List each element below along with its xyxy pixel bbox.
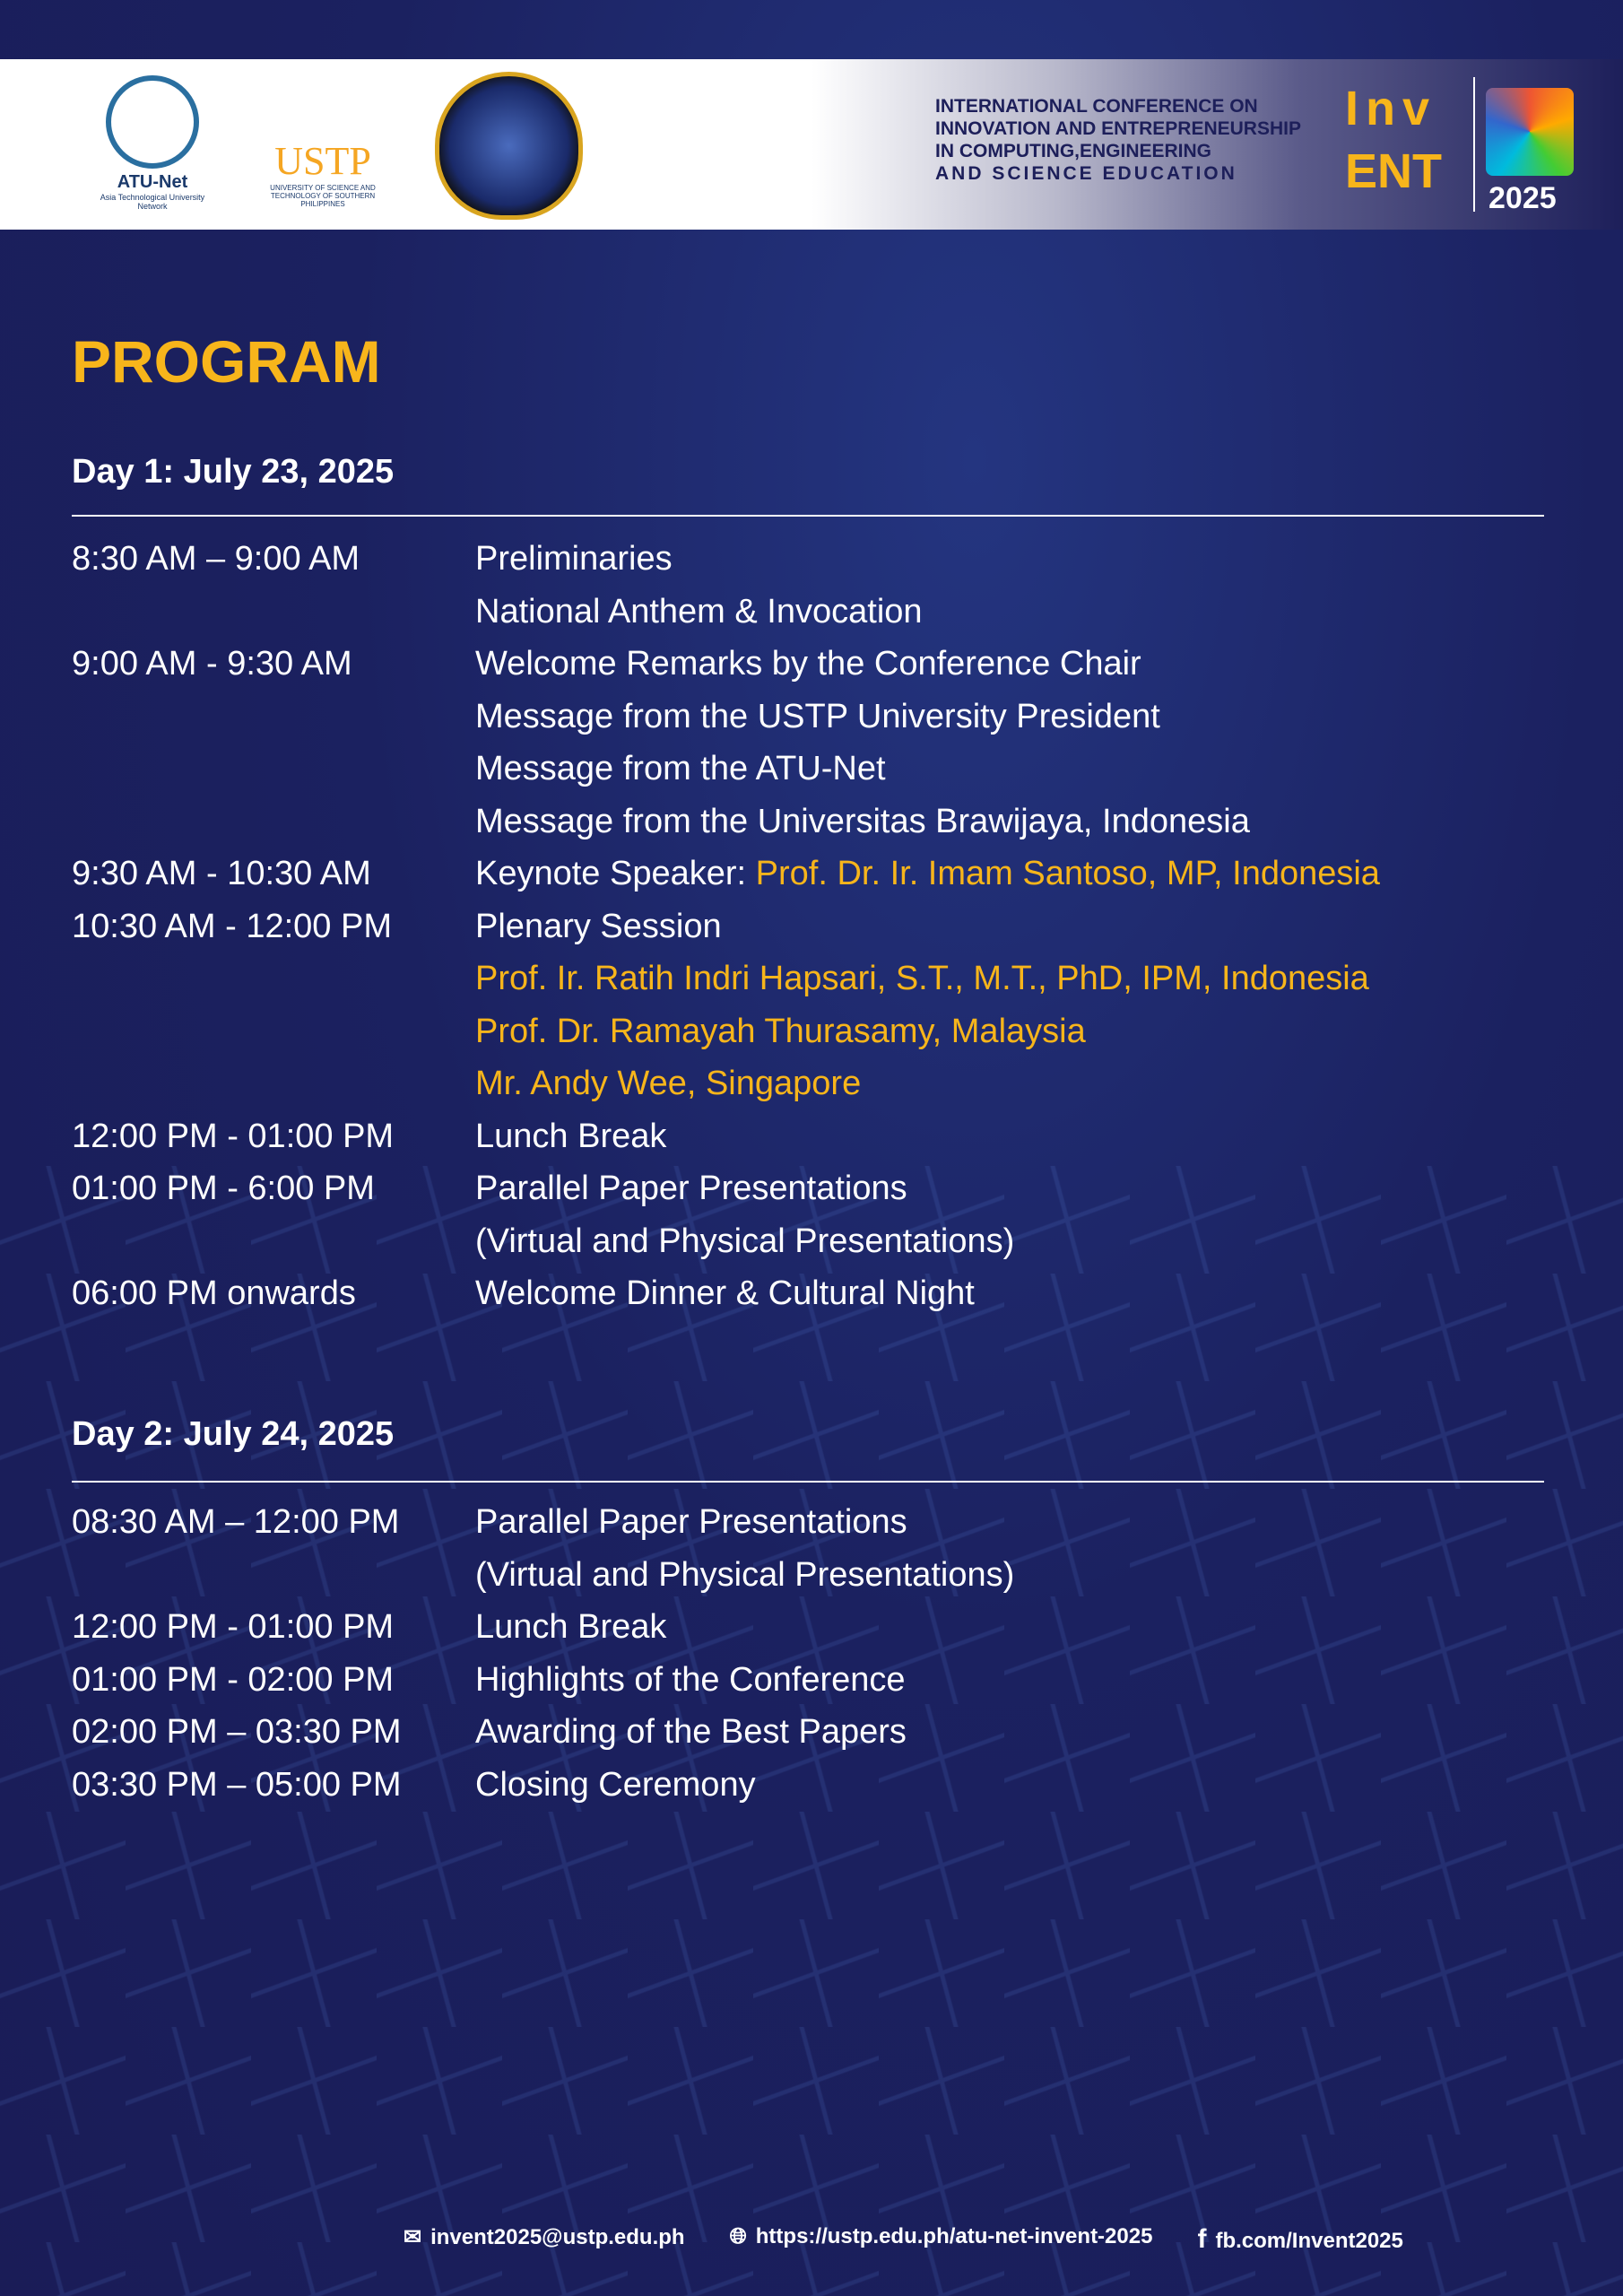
activity-text: Plenary Session bbox=[475, 907, 722, 945]
conference-line: INNOVATION AND ENTREPRENEURSHIP bbox=[935, 118, 1301, 139]
schedule-row bbox=[72, 848, 1380, 900]
website-link[interactable]: https://ustp.edu.ph/atu-net-invent-2025 bbox=[755, 2224, 1153, 2248]
speaker-name: Prof. Dr. Ir. Imam Santoso, MP, Indonesia bbox=[755, 855, 1380, 892]
schedule-row bbox=[72, 1215, 1380, 1268]
schedule-row bbox=[72, 952, 1380, 1005]
email-contact[interactable] bbox=[404, 2224, 685, 2255]
activity bbox=[475, 1549, 1014, 1602]
time-slot: 8:30 AM – 9:00 AM bbox=[72, 540, 360, 578]
time-slot bbox=[72, 691, 475, 744]
conference-title bbox=[935, 95, 1301, 185]
activity bbox=[475, 796, 1250, 848]
schedule-row bbox=[72, 1057, 1380, 1110]
time-slot: 08:30 AM – 12:00 PM bbox=[72, 1503, 400, 1541]
schedule-row bbox=[72, 1759, 1014, 1812]
activity bbox=[475, 638, 1141, 691]
day2-schedule bbox=[72, 1496, 1014, 1811]
sdg-wheel-icon bbox=[1486, 88, 1574, 176]
activity-text: National Anthem & Invocation bbox=[475, 592, 923, 631]
atu-net-logo bbox=[85, 75, 220, 211]
schedule-row bbox=[72, 1267, 1380, 1320]
time-slot: 12:00 PM - 01:00 PM bbox=[72, 1608, 395, 1646]
activity bbox=[475, 952, 1369, 1005]
schedule-row bbox=[72, 1549, 1014, 1602]
activity-text: Message from the ATU-Net bbox=[475, 750, 886, 787]
conference-line: AND SCIENCE EDUCATION bbox=[935, 163, 1237, 184]
contact-footer bbox=[404, 2224, 1403, 2255]
activity-text: Message from the Universitas Brawijaya, Indonesia bbox=[475, 802, 1250, 840]
activity-text: Lunch Break bbox=[475, 1117, 667, 1155]
schedule-row bbox=[72, 1005, 1380, 1058]
atu-name: ATU-Net bbox=[117, 172, 188, 192]
schedule-row bbox=[72, 691, 1380, 744]
day1-heading: Day 1: July 23, 2025 bbox=[72, 453, 395, 491]
facebook-link[interactable]: fb.com/Invent2025 bbox=[1215, 2229, 1403, 2253]
day2-heading: Day 2: July 24, 2025 bbox=[72, 1415, 395, 1453]
time-slot bbox=[72, 796, 475, 848]
page-title: PROGRAM bbox=[72, 328, 381, 395]
time-slot bbox=[72, 1215, 475, 1268]
facebook-icon: f bbox=[1197, 2224, 1207, 2254]
schedule-row bbox=[72, 1706, 1014, 1759]
schedule-row bbox=[72, 796, 1380, 848]
brand-top: Inv bbox=[1345, 82, 1437, 135]
time-slot bbox=[72, 1005, 475, 1058]
schedule-row bbox=[72, 743, 1380, 796]
activity bbox=[475, 1005, 1086, 1058]
atu-subtitle: Asia Technological University Network bbox=[100, 193, 205, 211]
facebook-contact[interactable] bbox=[1197, 2224, 1402, 2255]
activity-text: Parallel Paper Presentations bbox=[475, 1170, 907, 1207]
day1-schedule bbox=[72, 533, 1380, 1320]
brand-divider bbox=[1473, 77, 1475, 212]
activity bbox=[475, 533, 673, 586]
activity-text: Closing Ceremony bbox=[475, 1765, 756, 1804]
brand-bottom: ENT bbox=[1345, 144, 1442, 198]
activity-text: Awarding of the Best Papers bbox=[475, 1713, 907, 1751]
time-slot bbox=[72, 1057, 475, 1110]
time-slot bbox=[72, 586, 475, 639]
activity-text: Message from the USTP University President bbox=[475, 697, 1160, 735]
globe-icon bbox=[106, 75, 199, 169]
speaker-name: Prof. Dr. Ramayah Thurasamy, Malaysia bbox=[475, 1012, 1086, 1050]
invent-brand bbox=[1345, 77, 1442, 203]
time-slot: 9:30 AM - 10:30 AM bbox=[72, 855, 371, 892]
brand-year: 2025 bbox=[1488, 181, 1557, 215]
activity bbox=[475, 1215, 1014, 1268]
activity bbox=[475, 586, 923, 639]
speaker-name: Prof. Ir. Ratih Indri Hapsari, S.T., M.T., PhD, IPM, Indonesia bbox=[475, 960, 1369, 997]
time-slot bbox=[72, 952, 475, 1005]
schedule-row bbox=[72, 1654, 1014, 1707]
activity bbox=[475, 691, 1160, 744]
activity bbox=[475, 1759, 756, 1812]
time-slot bbox=[72, 743, 475, 796]
header-banner bbox=[0, 59, 1623, 230]
envelope-icon: ✉ bbox=[404, 2225, 422, 2249]
website-contact[interactable] bbox=[730, 2224, 1153, 2255]
conference-line: INTERNATIONAL CONFERENCE ON bbox=[935, 96, 1258, 117]
ustp-subtitle: UNIVERSITY OF SCIENCE AND TECHNOLOGY OF SOUTHERN PHILIPPINES bbox=[270, 184, 376, 208]
speaker-name: Mr. Andy Wee, Singapore bbox=[475, 1065, 862, 1102]
activity bbox=[475, 1654, 906, 1707]
activity-text: Welcome Dinner & Cultural Night bbox=[475, 1274, 975, 1312]
schedule-row bbox=[72, 533, 1380, 586]
universitas-brawijaya-seal bbox=[435, 72, 583, 220]
schedule-row bbox=[72, 1162, 1380, 1215]
email-text[interactable]: invent2025@ustp.edu.ph bbox=[430, 2225, 685, 2249]
schedule-row bbox=[72, 586, 1380, 639]
activity bbox=[475, 848, 1380, 900]
time-slot: 10:30 AM - 12:00 PM bbox=[72, 907, 392, 945]
day2-divider bbox=[72, 1481, 1544, 1483]
activity-text: (Virtual and Physical Presentations) bbox=[475, 1222, 1015, 1260]
time-slot: 9:00 AM - 9:30 AM bbox=[72, 645, 352, 683]
activity-text: Parallel Paper Presentations bbox=[475, 1503, 907, 1541]
schedule-row bbox=[72, 1601, 1014, 1654]
activity bbox=[475, 900, 722, 953]
activity bbox=[475, 1496, 907, 1549]
activity-text: Lunch Break bbox=[475, 1608, 667, 1646]
schedule-row bbox=[72, 900, 1380, 953]
activity-text: (Virtual and Physical Presentations) bbox=[475, 1555, 1015, 1594]
schedule-row bbox=[72, 638, 1380, 691]
activity bbox=[475, 1162, 907, 1215]
activity-text: Keynote Speaker: bbox=[475, 855, 756, 892]
schedule-row bbox=[72, 1110, 1380, 1163]
conference-line: IN COMPUTING,ENGINEERING bbox=[935, 141, 1212, 161]
activity bbox=[475, 743, 886, 796]
ustp-logo bbox=[260, 75, 386, 208]
activity bbox=[475, 1110, 666, 1163]
time-slot: 01:00 PM - 02:00 PM bbox=[72, 1660, 395, 1699]
activity bbox=[475, 1057, 861, 1110]
activity bbox=[475, 1267, 975, 1320]
activity bbox=[475, 1601, 666, 1654]
day1-divider bbox=[72, 515, 1544, 517]
globe-icon: 🌐︎ bbox=[729, 2224, 747, 2248]
time-slot: 02:00 PM – 03:30 PM bbox=[72, 1713, 402, 1751]
activity-text: Highlights of the Conference bbox=[475, 1660, 906, 1699]
time-slot: 12:00 PM - 01:00 PM bbox=[72, 1117, 395, 1155]
activity-text: Welcome Remarks by the Conference Chair bbox=[475, 645, 1141, 683]
time-slot bbox=[72, 1549, 475, 1602]
time-slot: 03:30 PM – 05:00 PM bbox=[72, 1765, 402, 1804]
activity bbox=[475, 1706, 907, 1759]
time-slot: 06:00 PM onwards bbox=[72, 1274, 356, 1312]
time-slot: 01:00 PM - 6:00 PM bbox=[72, 1170, 375, 1207]
schedule-row bbox=[72, 1496, 1014, 1549]
activity-text: Preliminaries bbox=[475, 540, 673, 578]
ustp-name: USTP bbox=[274, 139, 371, 183]
